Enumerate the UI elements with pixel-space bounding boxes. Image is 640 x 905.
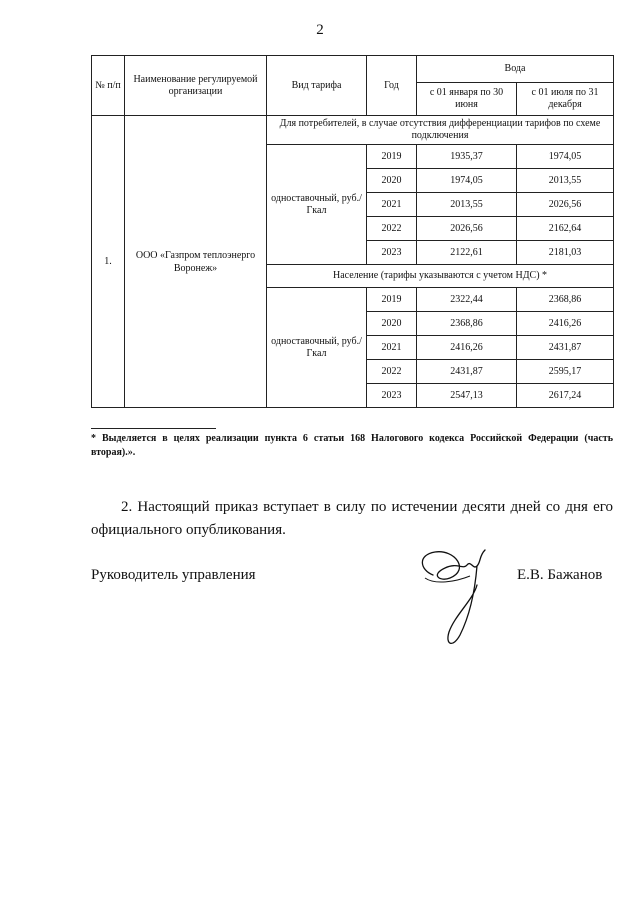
signer-title: Руководитель управления <box>91 567 256 583</box>
tariff-type-cell: одноставочный, руб./Гкал <box>267 145 367 265</box>
header-water: Вода <box>417 56 614 83</box>
section-title: Для потребителей, в случае отсутствия дифференциации тарифов по схеме подключения <box>267 116 614 145</box>
tariff-type-cell: одноставочный, руб./Гкал <box>267 288 367 408</box>
value-period-1: 2013,55 <box>417 193 517 217</box>
year-cell: 2023 <box>367 241 417 265</box>
year-cell: 2019 <box>367 145 417 169</box>
order-paragraph: 2. Настоящий приказ вступает в силу по истечении десяти дней со дня его официального опубликования. <box>91 499 613 538</box>
value-period-2: 2181,03 <box>517 241 614 265</box>
value-period-1: 1974,05 <box>417 169 517 193</box>
tariff-table <box>91 55 614 408</box>
header-period-2: с 01 июля по 31 декабря <box>517 83 614 116</box>
value-period-1: 2026,56 <box>417 217 517 241</box>
signer-name: Е.В. Бажанов <box>517 567 603 583</box>
footnote: * Выделяется в целях реализации пункта 6 статьи 168 Налогового кодекса Российской Федерации (часть вторая).». <box>91 433 613 458</box>
value-period-2: 2617,24 <box>517 384 614 408</box>
value-period-2: 2013,55 <box>517 169 614 193</box>
header-tariff-type: Вид тарифа <box>267 56 367 116</box>
header-year: Год <box>367 56 417 116</box>
organization-name: ООО «Газпром теплоэнерго Воронеж» <box>125 116 267 408</box>
page-number: 2 <box>316 22 324 38</box>
value-period-1: 2416,26 <box>417 336 517 360</box>
section-title: Население (тарифы указываются с учетом НДС) * <box>267 265 614 288</box>
value-period-2: 2595,17 <box>517 360 614 384</box>
value-period-1: 2322,44 <box>417 288 517 312</box>
year-cell: 2020 <box>367 312 417 336</box>
year-cell: 2021 <box>367 336 417 360</box>
value-period-1: 2122,61 <box>417 241 517 265</box>
year-cell: 2023 <box>367 384 417 408</box>
year-cell: 2021 <box>367 193 417 217</box>
year-cell: 2022 <box>367 217 417 241</box>
value-period-2: 2026,56 <box>517 193 614 217</box>
row-number: 1. <box>92 116 125 408</box>
header-org: Наименование регулируемой организации <box>125 56 267 116</box>
value-period-1: 1935,37 <box>417 145 517 169</box>
value-period-1: 2431,87 <box>417 360 517 384</box>
value-period-1: 2547,13 <box>417 384 517 408</box>
header-period-1: с 01 января по 30 июня <box>417 83 517 116</box>
year-cell: 2019 <box>367 288 417 312</box>
signature-image <box>415 540 505 650</box>
value-period-1: 2368,86 <box>417 312 517 336</box>
year-cell: 2022 <box>367 360 417 384</box>
value-period-2: 2368,86 <box>517 288 614 312</box>
year-cell: 2020 <box>367 169 417 193</box>
value-period-2: 2431,87 <box>517 336 614 360</box>
value-period-2: 2162,64 <box>517 217 614 241</box>
value-period-2: 1974,05 <box>517 145 614 169</box>
value-period-2: 2416,26 <box>517 312 614 336</box>
footnote-divider <box>91 428 216 429</box>
header-num: № п/п <box>92 56 125 116</box>
